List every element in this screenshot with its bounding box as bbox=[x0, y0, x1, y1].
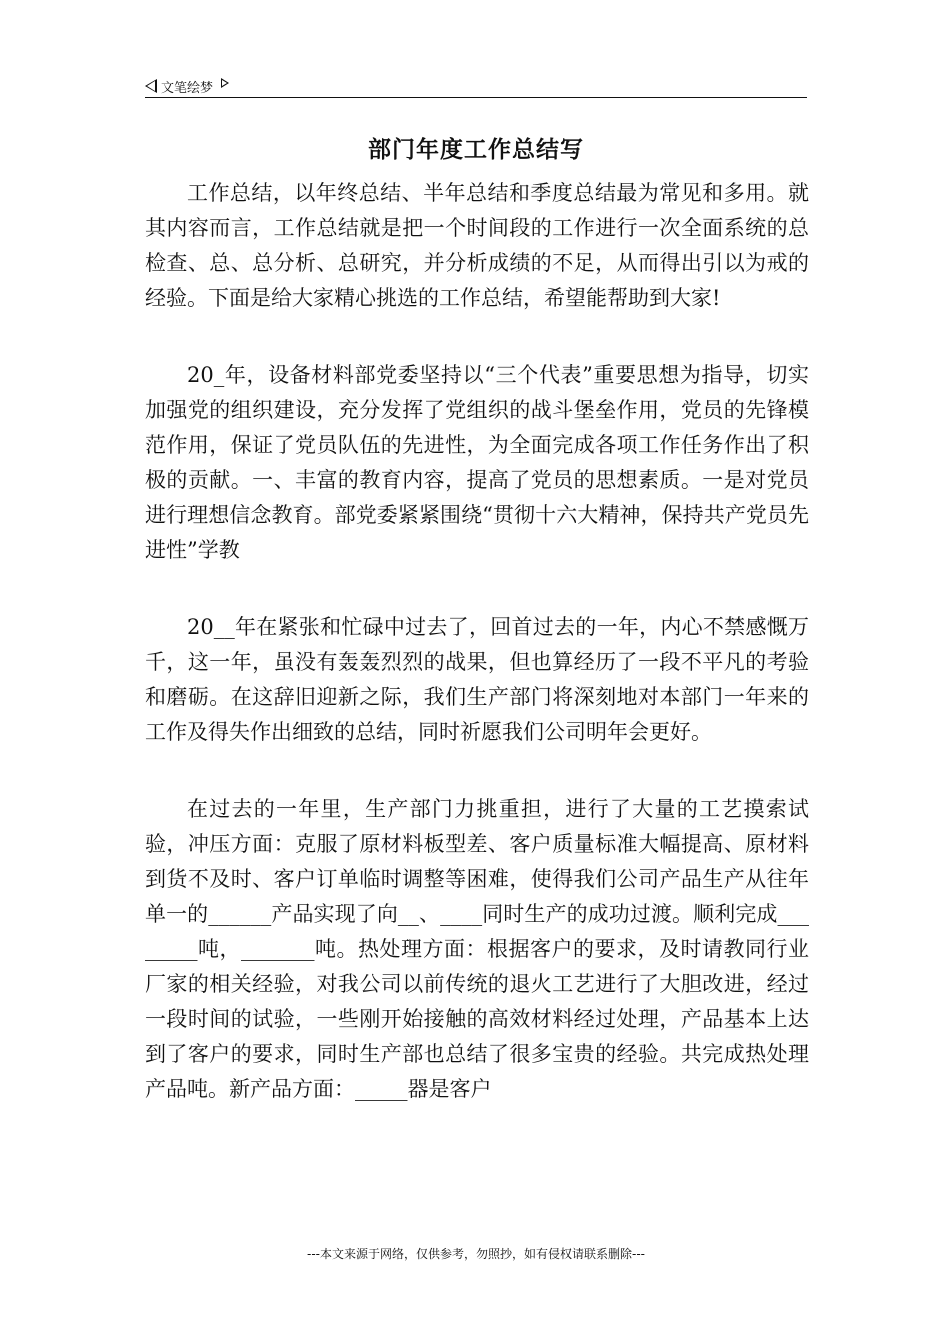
page-footer-notice: ---本文来源于网络，仅供参考，勿照抄，如有侵权请联系删除--- bbox=[307, 1247, 645, 1261]
header-brand: 文笔绘梦 bbox=[161, 80, 214, 96]
document-title: 部门年度工作总结写 bbox=[368, 137, 584, 163]
triangle-left-icon bbox=[145, 79, 157, 93]
paragraph-year-review: 20__年在紧张和忙碌中过去了，回首过去的一年，内心不禁感慨万千，这一年，虽没有轰轰烈烈的战果，但也算经历了一段不平凡的考验和磨砺。在这辞旧迎新之际，我们生产部门将深刻地对本部门一年来的工作及得失作出细致的总结，同时祈愿我们公司明年会更好。 bbox=[145, 615, 809, 744]
document-body bbox=[145, 176, 809, 1149]
paragraph-intro: 工作总结，以年终总结、半年总结和季度总结最为常见和多用。就其内容而言，工作总结就是把一个时间段的工作进行一次全面系统的总检查、总、总分析、总研究，并分析成绩的不足，从而得出引以为戒的经验。下面是给大家精心挑选的工作总结，希望能帮助到大家! bbox=[145, 181, 809, 310]
triangle-right-icon bbox=[221, 78, 229, 88]
paragraph-party-building: 20_年，设备材料部党委坚持以“三个代表”重要思想为指导，切实加强党的组织建设，充分发挥了党组织的战斗堡垒作用，党员的先锋模范作用，保证了党员队伍的先进性，为全面完成各项工作任务作出了积极的贡献。一、丰富的教育内容，提高了党员的思想素质。一是对党员进行理想信念教育。部党委紧紧围绕“贯彻十六大精神，保持共产党员先进性”学教 bbox=[145, 363, 809, 562]
header-divider bbox=[145, 97, 807, 98]
page-header bbox=[145, 74, 807, 98]
paragraph-production: 在过去的一年里，生产部门力挑重担，进行了大量的工艺摸索试验，冲压方面：克服了原材料板型差、客户质量标准大幅提高、原材料到货不及时、客户订单临时调整等困难，使得我们公司产品生产从往年单一的______产品实现了向__、____同时生产的成功过渡。顺利完成________吨，_______吨。热处理方面：根据客户的要求，及时请教同行业厂家的相关经验，对我公司以前传统的退火工艺进行了大胆改进，经过一段时间的试验，一些刚开始接触的高效材料经过处理，产品基本上达到了客户的要求，同时生产部也总结了很多宝贵的经验。共完成热处理产品吨。新产品方面：_____器是客户 bbox=[145, 797, 809, 1101]
